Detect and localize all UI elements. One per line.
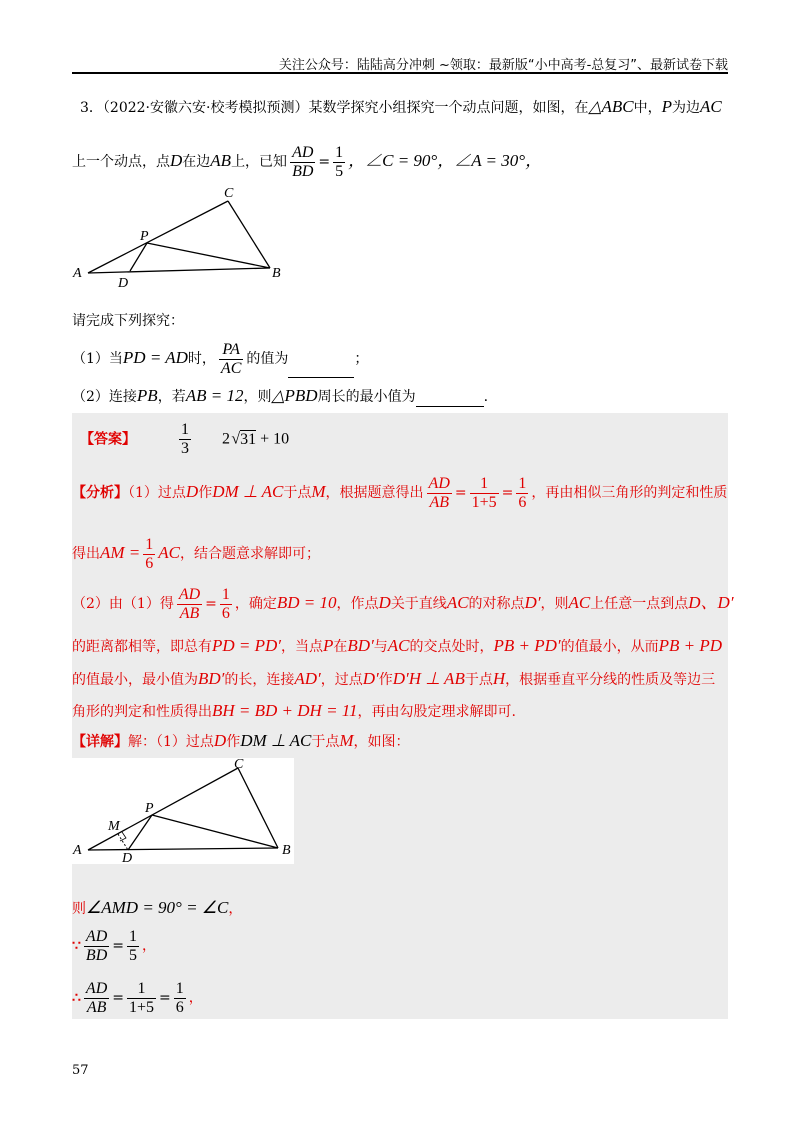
text: 为边 [672,100,701,116]
text: ， [188,990,203,1006]
label-d: D [118,276,129,291]
text: 作 [378,672,393,688]
ratio-1-over-6b: $\frac{1}{6}$ [518,474,527,511]
question-line-1 [80,97,722,118]
question-text: 某数学探究小组探究一个动点问题，如图，在 [308,100,589,116]
segment-bd-prime: BD′ [347,636,374,655]
text: 上一个动点，点 [72,154,170,170]
text: ， [141,938,156,954]
expr-pb-pd-prime: PB + PD′ [493,636,561,655]
analysis-line-6 [72,701,516,722]
analysis-tag: 【分析】 [72,485,128,501]
expr-bd: BD = 10 [276,593,337,612]
header-divider [72,72,728,74]
segment-ab: AB [210,151,232,170]
text: 的值最小，从而 [560,639,659,655]
point-d: D [170,151,183,170]
text: 于点 [283,485,312,501]
segment-ac: AC [568,593,591,612]
answer-2: 2 √31 + 10 [222,430,290,448]
page-header: 关注公众号：陆陆高分冲刺 ~领取：最新版“小中高考-总复习”、最新试卷下载 [278,58,728,73]
text: 则 [72,901,86,917]
point-d-prime: D′ [524,593,541,612]
text: 周长的最小值为 [317,389,416,405]
side-ac [88,768,238,850]
answer-1: $\frac{1}{3}$ [181,421,189,457]
detail-tag: 【详解】 [72,734,128,750]
question-source: （2022·安徽六安·校考模拟预测） [102,100,309,116]
answer-blank-2 [416,386,484,407]
text: 在 [333,639,348,655]
point-d: D [185,482,199,501]
label-a: A [73,843,82,858]
segment-pb [152,815,278,848]
point-h: H [492,669,506,688]
ratio-ad-bd: $\frac{AD}{BD}$ [292,143,314,180]
segment-ad-prime: AD′ [294,669,321,688]
ratio-pa-ac: $\frac{PA}{AC}$ [220,340,242,377]
expr-pd: PD = PD′ [212,636,282,655]
ratio-value: $\frac{1}{5}$ [335,143,344,180]
part-1 [72,340,368,378]
point-d-prime: D′ [362,669,379,688]
equals: = [318,154,331,170]
text: 得出 [72,546,100,562]
ratio-ad-ab: $\frac{AD}{AB}$ [178,585,201,622]
segment-pb [147,243,270,268]
text: （2）由（1）得 [72,596,174,612]
segment-ac: AC [158,543,181,562]
text: 于点 [464,672,493,688]
point-p: P [661,97,673,116]
text: ，作点 [336,596,379,612]
answer-line [80,421,289,458]
ratio-ad-ab: $\frac{AD}{AB}$ [428,474,450,511]
expr-dm-perp-ac: DM ⊥ AC [212,482,284,501]
segment-ac: AC [700,97,722,116]
text: 时， [187,351,216,367]
ratio-ad-ab: $\frac{AD}{AB}$ [85,979,108,1016]
label-c: C [234,758,244,772]
text: ，则 [243,389,272,405]
triangle-abc: △ABC [588,97,634,116]
detail-line-4: ∴ $\frac{AD}{AB}$ = $\frac{1}{1+5}$ = $\frac{1}{6}$ ， [72,979,203,1016]
side-cb [238,768,278,848]
ratio-1-over-6: $\frac{1}{6}$ [221,585,230,622]
page-number: 57 [72,1063,89,1078]
triangle-pbd: △PBD [271,386,318,405]
segment-pd [128,815,152,850]
text: 作 [198,485,213,501]
analysis-line-5 [72,669,715,690]
text: 于点 [311,734,340,750]
expr-dh-perp-ab: D′H ⊥ AB [392,669,465,688]
text: . [483,389,489,405]
prompt: 请完成下列探究： [72,313,184,329]
figure-triangle-with-m [72,758,294,864]
analysis-line-4 [72,636,722,657]
text: 角形的判定和性质得出 [72,704,212,720]
label-m: M [108,819,120,834]
text: 作 [226,734,241,750]
ratio-1-over-6: $\frac{1}{6}$ [175,979,184,1016]
text: 上任意一点到点 [590,596,689,612]
answer-tag: 【答案】 [80,431,136,448]
because-symbol: ∵ [72,938,81,954]
expr-am: AM = [100,543,141,562]
text: ，当点 [281,639,324,655]
therefore-symbol: ∴ [72,990,81,1006]
label-p: P [140,229,149,244]
text: ，根据垂直平分线的性质及等边三 [505,672,716,688]
text: ，则 [540,596,569,612]
text: 与 [373,639,388,655]
condition-ab: AB = 12 [185,386,244,405]
text: 的长，连接 [224,672,295,688]
detail-line-3: ∵ $\frac{AD}{BD}$ = $\frac{1}{5}$ ， [72,927,156,964]
point-d: D [213,731,227,750]
analysis-line-2 [72,533,320,574]
text: 关于直线 [390,596,447,612]
text: 的距离都相等，即总有 [72,639,212,655]
analysis-line-3: （2）由（1）得 $\frac{AD}{AB}$ = $\frac{1}{6}$ ，确定BD = 10，作点D关于直线AC的对称点D′，则AC上任意一点到点D、D′ [72,585,734,622]
text: ，过点 [320,672,363,688]
segment-bd-prime: BD′ [198,669,225,688]
ratio-1-over-6a: $\frac{1}{1+5}$ [471,474,497,511]
text: ，根据题意得出 [325,485,424,501]
part-2 [72,386,488,407]
text: （1）过点 [128,485,186,501]
text: 的对称点 [468,596,525,612]
text: 在边 [182,154,211,170]
label-b: B [272,266,281,281]
text: （1）当 [72,351,123,367]
ratio-1-over-6: $\frac{1}{6}$ [145,535,154,572]
expr-angle-amd: ∠AMD = 90° = ∠C [86,898,229,917]
angle-conditions: ，∠C = 90°，∠A = 30°， [348,151,543,170]
segment-pb: PB [136,386,158,405]
figure-triangle-abc [72,185,292,295]
text: ， [228,901,243,917]
label-a: A [73,266,82,281]
label-c: C [224,186,234,201]
detail-line-2 [72,898,242,919]
point-m: M [339,731,354,750]
question-number: 3． [80,100,103,116]
expr-dm-perp-ac: DM ⊥ AC [240,731,312,750]
text: 的交点处时， [409,639,494,655]
question-line-2 [72,143,542,181]
ratio-1-over-5: $\frac{1}{5}$ [128,927,137,964]
text: ； [354,351,369,367]
segment-ac: AC [446,593,469,612]
label-b: B [282,843,291,858]
right-angle-mark [120,832,126,841]
analysis-line-1: 【分析】（1）过点D作DM ⊥ AC于点M，根据题意得出 $\frac{AD}{AB}$ = $\frac{1}{1+5}$ = $\frac{1}{6}$ ，再由相似三角形的判定和性质 [72,474,728,511]
text: 中， [633,100,662,116]
text: ，结合题意求解即可； [180,546,321,562]
side-ab [88,268,270,273]
side-ac [88,201,228,273]
text: （2）连接 [72,389,137,405]
answer-blank-1 [288,341,354,378]
point-d: D [378,593,391,612]
segment-dm [118,834,128,850]
ratio-1-over-1-plus-5: $\frac{1}{1+5}$ [128,979,155,1016]
text: ，确定 [234,596,277,612]
points-d-dprime: D、D′ [688,593,734,612]
expr-pb-pd: PB + PD [658,636,723,655]
label-d: D [122,851,133,864]
point-p: P [323,636,334,655]
side-cb [228,201,270,268]
text: ，再由勾股定理求解即可. [357,704,516,720]
detail-line-1 [72,731,410,752]
text: ，再由相似三角形的判定和性质 [531,485,728,501]
text: ，如图： [353,734,410,750]
segment-ac: AC [387,636,410,655]
label-p: P [145,801,154,816]
text: 解：（1）过点 [128,734,214,750]
side-ab [88,848,278,850]
point-m: M [311,482,326,501]
expr-bh: BH = BD + DH = 11 [212,701,358,720]
text: 的值最小，最小值为 [72,672,198,688]
ratio-ad-bd: $\frac{AD}{BD}$ [85,927,108,964]
text: 上，已知 [231,154,288,170]
condition-pd-ad: PD = AD [122,348,188,367]
text: 的值为 [246,351,289,367]
text: ，若 [157,389,186,405]
